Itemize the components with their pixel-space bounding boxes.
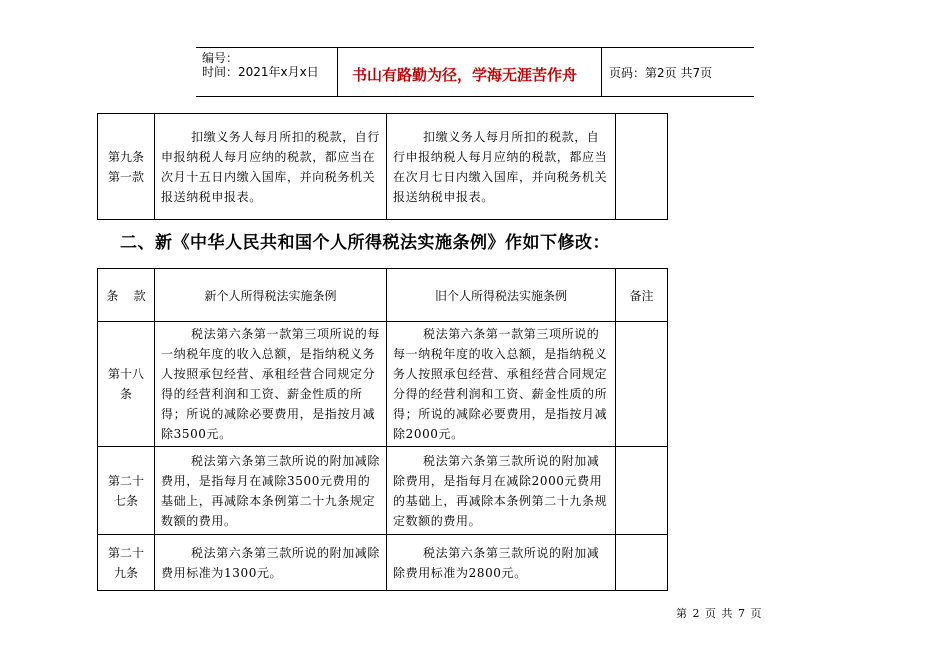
header-article: 条 款 bbox=[98, 269, 155, 322]
table-row bbox=[98, 114, 668, 220]
article-cell: 第二十 七条 bbox=[98, 447, 155, 535]
header-top-rule bbox=[196, 47, 754, 48]
doc-time-label: 时间：2021年x月x日 bbox=[202, 65, 319, 79]
page-number-label: 页码：第2页 共7页 bbox=[609, 66, 713, 80]
section-heading: 二、新《中华人民共和国个人所得税法实施条例》作如下修改： bbox=[120, 233, 610, 253]
note-cell bbox=[616, 447, 668, 535]
header-old-col: 旧个人所得税法实施条例 bbox=[387, 269, 616, 322]
header-new-col: 新个人所得税法实施条例 bbox=[155, 269, 387, 322]
amendment-table-1 bbox=[97, 113, 668, 220]
new-text-cell: 扣缴义务人每月所扣的税款，自行申报纳税人每月应纳的税款，都应当在次月十五日内缴入国库，并向税务机关报送纳税申报表。 bbox=[155, 114, 387, 220]
note-cell bbox=[616, 322, 668, 447]
article-cell: 第九条 第一款 bbox=[98, 114, 155, 220]
header-divider-right bbox=[601, 47, 602, 97]
note-cell bbox=[616, 535, 668, 591]
new-text-cell: 税法第六条第三款所说的附加减除费用，是指每月在减除3500元费用的基础上，再减除本条例第二十九条规定数额的费用。 bbox=[155, 447, 387, 535]
note-cell bbox=[616, 114, 668, 220]
old-text-cell: 税法第六条第三款所说的附加减除费用标准为2800元。 bbox=[387, 535, 616, 591]
article-cell: 第十八 条 bbox=[98, 322, 155, 447]
amendment-table-2 bbox=[97, 268, 668, 591]
old-text-cell: 扣缴义务人每月所扣的税款，自行申报纳税人每月应纳的税款，都应当在次月七日内缴入国库，并向税务机关报送纳税申报表。 bbox=[387, 114, 616, 220]
doc-number-label: 编号： bbox=[202, 51, 239, 65]
old-text-cell: 税法第六条第一款第三项所说的每一纳税年度的收入总额，是指纳税义务人按照承包经营、承租经营合同规定分得的经营利润和工资、薪金性质的所得；所说的减除必要费用，是指按月减除2000元。 bbox=[387, 322, 616, 447]
table-header-row bbox=[98, 269, 668, 322]
article-cell: 第二十 九条 bbox=[98, 535, 155, 591]
new-text-cell: 税法第六条第一款第三项所说的每一纳税年度的收入总额，是指纳税义务人按照承包经营、承租经营合同规定分得的经营利润和工资、薪金性质的所得；所说的减除必要费用，是指按月减除3500元。 bbox=[155, 322, 387, 447]
header-divider-left bbox=[337, 47, 338, 97]
table-row bbox=[98, 447, 668, 535]
page-header bbox=[196, 47, 754, 97]
table-row bbox=[98, 535, 668, 591]
header-note: 备注 bbox=[616, 269, 668, 322]
page-footer: 第 2 页 共 7 页 bbox=[676, 607, 763, 620]
new-text-cell: 税法第六条第三款所说的附加减除费用标准为1300元。 bbox=[155, 535, 387, 591]
table-row bbox=[98, 322, 668, 447]
old-text-cell: 税法第六条第三款所说的附加减除费用，是指每月在减除2000元费用的基础上，再减除本条例第二十九条规定数额的费用。 bbox=[387, 447, 616, 535]
header-motto: 书山有路勤为径，学海无涯苦作舟 bbox=[352, 66, 578, 84]
header-bottom-rule bbox=[196, 96, 754, 97]
